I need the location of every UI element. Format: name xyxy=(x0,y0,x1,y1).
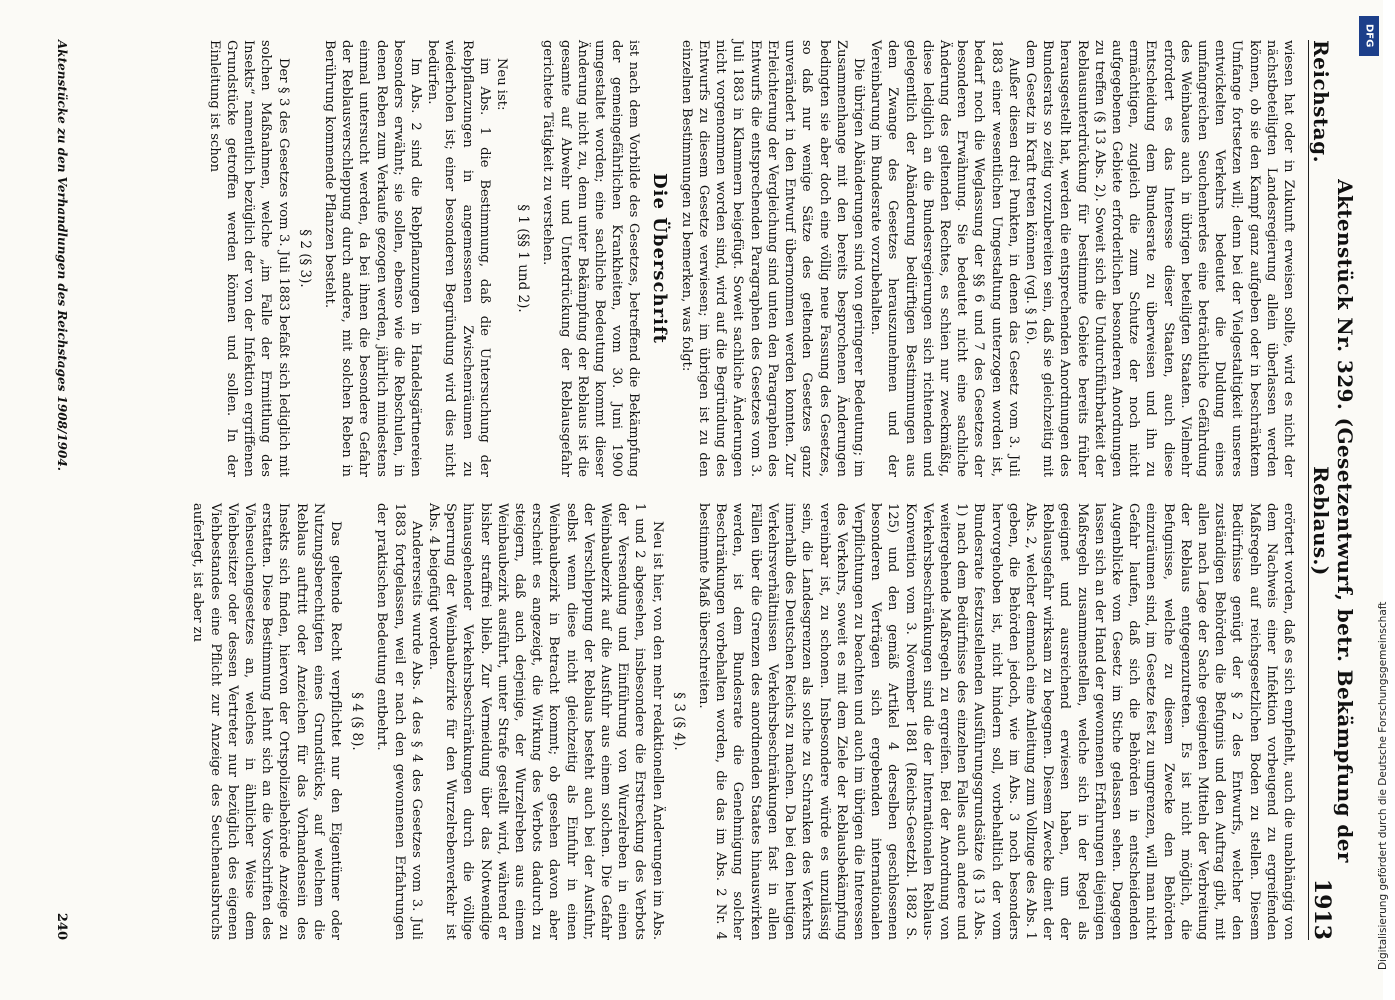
section-number: § 4 (§ 8). xyxy=(349,692,366,751)
paragraph: wiesen hat oder in Zukunft erweisen sollte, wird es nicht der nächstbeteiligten Landesregierung allein überlassen werden können, ob sie den Kampf ganz aufgeben oder in beschränktem Umfange fortsetzen will; denn bei der Vielgestaltigkeit unseres entwickelten Verkehrs bedeutet die Duldung eines umfangreichen Seuchenherdes eine beträchtliche Gefährdung des Weinbaues auch in übrigen beteiligten Staaten. Vielmehr erfordert es das Interesse dieser Staaten, auch diese Entscheidung dem Bundesrate zu überweisen und ihn zu ermächtigen, zugleich die zum Schutze der noch nicht aufgegebenen Gebiete erforderlichen besonderen Anordnungen zu treffen (§ 13 Abs. 2). Soweit sich die Undurchführbarkeit der Reblausunterdrückung für bestimmte Gebiete bereits früher herausgestellt hat, werden die entsprechenden Anordnungen des Bundesrats so zeitig vorzubereiten sein, daß sie gleichzeitig mit dem Gesetz in Kraft treten können (vgl. § 16). xyxy=(1022,40,1296,477)
paragraph: Die übrigen Abänderungen sind von geringerer Bedeutung; im Zusammenhange mit den bereits besprochenen Änderungen bedingten sie aber doch eine völlig neue Fassung des Gesetzes, so daß nur wenige Sätze des geltenden Gesetzes ganz unverändert in den Entwurf übernommen werden konnten. Zur Erleichterung der Vergleichung sind unten den Paragraphen des Entwurfs die entsprechenden Paragraphen des Gesetzes vom 3. Juli 1883 in Klammern beigefügt. Soweit sachliche Änderungen nicht vorgenommen worden sind, wird auf die Begründung des Entwurfs zu diesem Gesetze verwiesen; im übrigen ist zu den einzelnen Bestimmungen zu bemerken, was folgt: xyxy=(678,40,866,477)
header-title: Aktenstück Nr. 329. (Gesetzentwurf, betr. Bekämpfung der Reblaus.) xyxy=(1309,179,1357,863)
paragraph: Andererseits wurde Abs. 4 des § 4 des Gesetzes vom 3. Juli 1883 fortgelassen, weil er nach den gewonnenen Erfahrungen der praktischen Bedeutung entbehrt. xyxy=(374,503,424,940)
paragraph: Der § 3 des Gesetzes vom 3. Juli 1883 befaßt sich lediglich mit solchen Maßnahmen, welche „im Falle der Ermittlung des Insekts“ namentlich bezüglich der von der Infektion ergriffenen Grundstücke getroffen werden können und sollen. In der Einleitung ist schon xyxy=(206,40,291,477)
column-left xyxy=(77,40,1297,477)
footer-source: Aktenstücke zu den Verhandlungen des Reichstages 1908/1904. xyxy=(55,40,69,471)
paragraph: Das geltende Recht verpflichtet nur den Eigentümer oder Nutzungsberechtigten eines Grundstücks, auf welchem die Reblaus auftritt oder Anzeichen für das Vorhandensein des Insekts sich finden, hiervon der Ortspolizeibehörde Anzeige zu erstatten. Diese Bestimmung lehnt sich an die Vorschriften des Viehseuchengesetzes an, welches in ähnlicher Weise dem Viehbesitzer oder dessen Vertreter nur bezüglich des eigenen Viehbestandes eine Pflicht zur Anzeige des Seuchenausbruchs auferlegt, ist aber zu xyxy=(190,503,344,940)
paragraph: im Abs. 1 die Bestimmung, daß die Untersuchung der Rebpflanzungen in angemessenen Zwischenräumen zu wiederholen ist; einer besonderen Begründung wird dies nicht bedürfen. xyxy=(425,40,492,477)
digitization-note xyxy=(1355,10,1389,990)
paragraph: Außer diesen drei Punkten, in denen das Gesetz vom 3. Juli 1883 einer wesentlichen Umgestaltung unterzogen worden ist, bedarf noch die Weglassung der §§ 6 und 7 des Gesetzes der besonderen Erwähnung. Sie bedeutet nicht eine sachliche Änderung des geltenden Rechtes, es schien nur zweckmäßig, diese lediglich an die Bundesregierungen sich richtenden und gelegentlich der Abänderung bedürftigen Bestimmungen aus dem Zwange des Gesetzes herauszunehmen und der Vereinbarung im Bundesrate vorzubehalten. xyxy=(868,40,1021,477)
section-number: § 1 (§§ 1 und 2). xyxy=(515,204,532,313)
header-year: 1913 xyxy=(1309,878,1335,940)
section-heading: Die Überschrift xyxy=(648,173,670,344)
page-number: 240 xyxy=(54,912,69,940)
funding-note: Digitalisierung gefördert durch die Deutsche Forschungsgemeinschaft xyxy=(1377,601,1389,970)
section-number: § 2 (§ 3). xyxy=(296,229,313,288)
paragraph: Neu ist: xyxy=(494,58,510,111)
text-columns xyxy=(77,40,1297,940)
header-left: Reichstag. xyxy=(1309,40,1333,164)
paragraph: Neu ist hier, von den mehr redaktionellen Änderungen im Abs. 1 und 2 abgesehen, insbesondere die Erstreckung des Verbots der Versendung und Einführung von Wurzelreben in einen Weinbaubezirk auf die Ausfuhr aus einem solchen. Die Gefahr der Verschleppung der Reblaus besteht auch bei der Ausfuhr, selbst wenn diese nicht gleichzeitig als Einfuhr in einen Weinbaubezirk in Betracht kommt; ob gesehen davon aber erscheint es angezeigt, die Wirkung des Verbots dadurch zu steigern, daß auch derjenige, der Wurzelreben aus einem Weinbaubezirk ausführt, unter Strafe gestellt wird, während er bisher straffrei blieb. Zur Vermeidung über das Notwendige hinausgehender Verkehrsbeschränkungen durch die völlige Sperrung der Weinbaubezirke für den Wurzelrebenverkehr ist Abs. 4 beigefügt worden. xyxy=(426,503,665,940)
section-number: § 3 (§ 4). xyxy=(670,692,687,751)
paragraph: Im Abs. 2 sind die Rebpflanzungen in Handelsgärtnereien besonders erwähnt; sie sollen, ebenso wie die Rebschulen, in denen Reben zum Verkaufe gezogen werden, jährlich mindestens einmal untersucht werden, da bei ihnen die besondere Gefahr der Reblausverschleppung durch andere, mit solchen Reben in Berührung kommende Pflanzen besteht. xyxy=(322,40,424,477)
dfg-logo: DFG xyxy=(1359,16,1379,56)
paragraph: ist nach dem Vorbilde des Gesetzes, betreffend die Bekämpfung der gemeingefährlichen Krankheiten, vom 30. Juni 1900 umgestaltet worden; eine sachliche Bedeutung kommt dieser Änderung nicht zu, denn unter Bekämpfung der Reblaus ist die gesamte auf Abwehr und Unterdrückung der Reblausgefahr gerichtete Tätigkeit zu verstehen. xyxy=(540,40,642,477)
column-right xyxy=(77,503,1297,940)
page-content xyxy=(45,40,1355,940)
page-header xyxy=(1308,40,1355,940)
paragraph: erörtert worden, daß es sich empfiehlt, auch die unabhängig von dem Nachweis einer Infektion vorbeugend zu ergreifenden Maßregeln auf reichsgesetzlichen Boden zu stellen. Diesem Bedürfnisse genügt der § 2 des Entwurfs, welcher den zuständigen Behörden die Befugnis und den Auftrag gibt, mit allen nach Lage der Sache geeigneten Mitteln der Verbreitung der Reblaus entgegenzutreten. Es ist nicht möglich, die Befugnisse, welche zu diesem Zwecke den Behörden einzuräumen sind, im Gesetze fest zu umgrenzen, will man nicht Gefahr laufen, daß sich die Behörden in entscheidenden Augenblicke vom Gesetz im Stiche gelassen sehen. Dagegen lassen sich an der Hand der gewonnenen Erfahrungen diejenigen Maßregeln zusammenstellen, welche sich in der Regel als geeignet und ausreichend erwiesen haben, um der Reblausgefahr wirksam zu begegnen. Diesem Zwecke dient der Abs. 2, welcher demnach eine Anleitung zum Vollzuge des Abs. 1 geben, die Behörden jedoch, wie im Abs. 3 noch besonders hervorgehoben ist, nicht hindern soll, vorbehaltlich der vom Bundesrate festzustellenden Ausführungsgrundsätze (§ 13 Abs. 1) nach dem Bedürfnisse des einzelnen Falles auch andere und weitergehende Maßregeln zu ergreifen. Bei der Anordnung von Verkehrsbeschränkungen sind die der Internationalen Reblaus-Konvention vom 3. November 1881 (Reichs-Gesetzbl. 1882 S. 125) und den gemäß Artikel 4 derselben geschlossenen besonderen Verträgen sich ergebenden internationalen Verpflichtungen zu beachten und auch im übrigen die Interessen des Verkehrs, soweit es mit dem Ziele der Reblausbekämpfung vereinbar ist, zu schonen. Insbesondere würde es unzulässig sein, die Landesgrenzen als solche zu Schranken des Verkehrs innerhalb des Deutschen Reichs zu machen. Da bei den heutigen Verkehrsverhältnissen Verkehrsbeschränkungen fast in allen Fällen über die Grenzen des anordnenden Staates hinauswirken werden, ist dem Bundesrate die Genehmigung solcher Beschränkungen vorbehalten worden, die das im Abs. 2 Nr. 4 bestimmte Maß überschreiten. xyxy=(696,503,1296,940)
